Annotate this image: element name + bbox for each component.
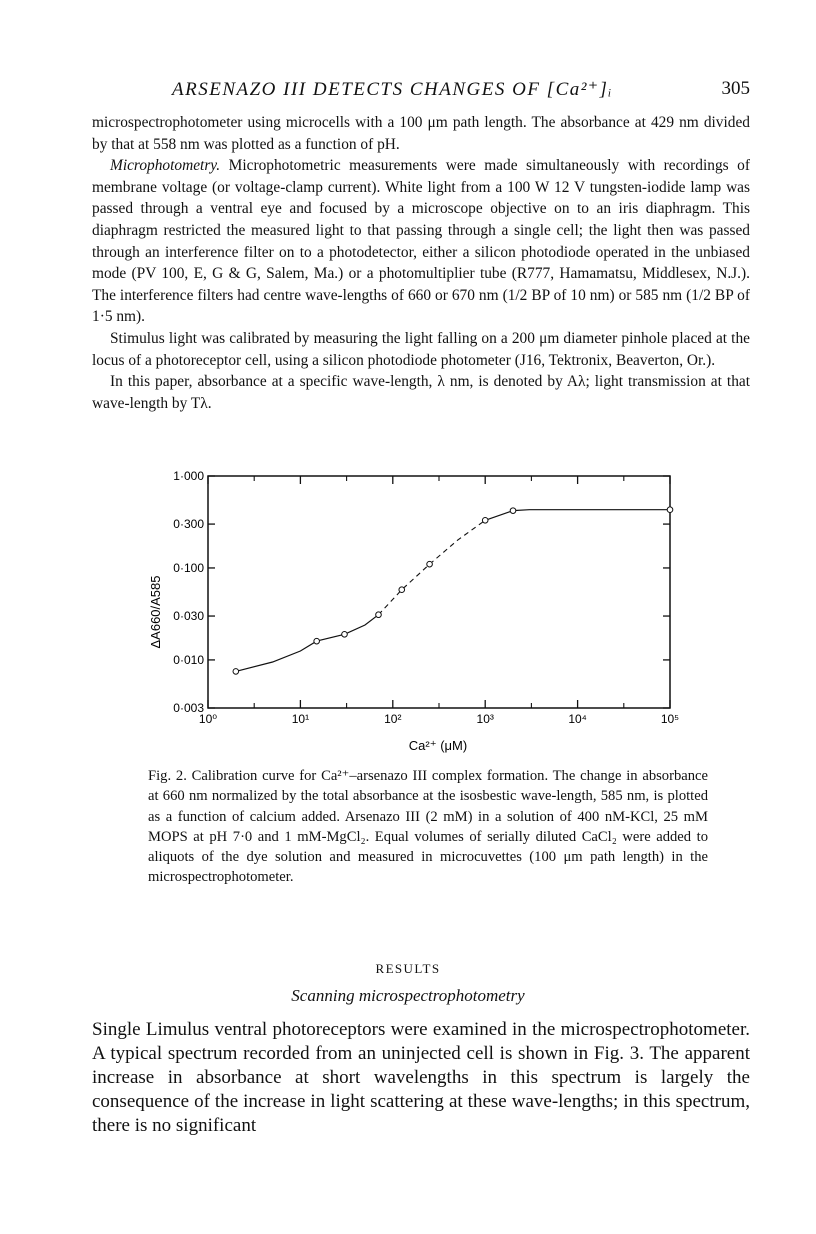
fit-curve-dashed <box>379 520 486 614</box>
results-heading: RESULTS <box>375 961 441 976</box>
data-point <box>667 507 673 513</box>
data-point <box>427 561 433 567</box>
running-header <box>172 78 750 104</box>
plot-frame <box>208 476 670 708</box>
methods-text <box>92 112 750 414</box>
x-tick-label: 10⁴ <box>568 712 587 726</box>
calibration-chart <box>148 466 708 756</box>
y-tick-label: 0·003 <box>173 701 204 715</box>
x-axis-ticks <box>199 476 679 726</box>
data-point <box>482 517 488 523</box>
x-tick-label: 10⁰ <box>198 712 218 726</box>
paragraph-2 <box>92 155 750 328</box>
figure-caption: Fig. 2. Calibration curve for Ca²⁺–arsenazo III complex formation. The change in absorbance at 660 nm normalized by the total absorbance at the isosbestic wave-length, 585 nm, is plotted as a function of calcium added. Arsenazo III (2 mM) in a solution of 400 nM-KCl, 25 mM MOPS at pH 7·0 and 1 mM-MgCl₂. Equal volumes of serially diluted CaCl₂ were added to aliquots of the dye solution and measured in microcuvettes (100 μm path length) in the microspectrophotometer. <box>148 768 708 886</box>
x-tick-label: 10⁵ <box>660 712 680 726</box>
paragraph-3: Stimulus light was calibrated by measuring the light falling on a 200 μm diameter pinhole placed at the locus of a photoreceptor cell, using a silicon photodiode photometer (J16, Tektronix, Beaverton, Or.). <box>92 329 750 369</box>
x-tick-label: 10¹ <box>291 712 310 726</box>
y-tick-label: 0·030 <box>173 609 204 624</box>
x-tick-label: 10³ <box>476 712 494 726</box>
y-axis-ticks <box>173 469 670 715</box>
y-tick-label: 0·010 <box>173 652 204 667</box>
paragraph-4: In this paper, absorbance at a specific wave-length, λ nm, is denoted by Aλ; light transmission at that wave-length by Tλ. <box>92 373 750 412</box>
points-layer <box>233 507 673 674</box>
fit-curve-lower <box>236 615 379 672</box>
data-point <box>233 669 239 675</box>
data-point <box>510 508 516 514</box>
plot-border <box>208 476 670 708</box>
paragraph-1: microspectrophotometer using microcells with a 100 μm path length. The absorbance at 429 nm divided by that at 558 nm was plotted as a function of pH. <box>92 114 750 153</box>
curve-layer <box>236 510 670 672</box>
data-point <box>399 587 405 593</box>
data-point <box>314 638 320 644</box>
data-point <box>376 612 382 618</box>
x-axis-label: Ca²⁺ (μM) <box>408 738 468 753</box>
results-text: Single Limulus ventral photoreceptors were examined in the microspectrophotometer. A typical spectrum recorded from an uninjected cell is shown in Fig. 3. The apparent increase in absorbance at short wavelengths in this spectrum is largely the consequence of the increase in light scattering at these wave-lengths; in this spectrum, there is no significant <box>92 1019 750 1136</box>
results-subheading: Scanning microspectrophotometry <box>291 986 525 1005</box>
y-tick-label: 0·100 <box>173 560 204 575</box>
data-point <box>342 631 348 637</box>
x-tick-label: 10² <box>384 712 402 726</box>
running-title: ARSENAZO III DETECTS CHANGES OF [Ca²⁺]ᵢ <box>172 79 613 100</box>
page-number: 305 <box>721 78 750 99</box>
paragraph-2-heading: Microphotometry. <box>110 157 221 175</box>
y-axis-label: ΔA660/A585 <box>148 575 163 649</box>
y-tick-label: 1·000 <box>173 469 204 483</box>
y-tick-label: 0·300 <box>173 517 204 532</box>
paragraph-2-text: Microphotometric measurements were made simultaneously with recordings of membrane voltage (or voltage-clamp current). White light from a 100 W 12 V tungsten-iodide lamp was passed through a ventral eye and focused by a microscope objective on to an iris diaphragm. This diaphragm restricted the measured light to that passing through a single cell; the light then was passed through an interference filter on to a photodetector, either a silicon photodiode operated in the unbiased mode (PV 100, E, G & G, Salem, Ma.) or a photomultiplier tube (R777, Hamamatsu, Middlesex, N.J.). The interference filters had centre wave-lengths of 660 or 670 nm (1/2 BP of 10 nm) or 585 nm (1/2 BP of 1·5 nm). <box>92 157 750 326</box>
